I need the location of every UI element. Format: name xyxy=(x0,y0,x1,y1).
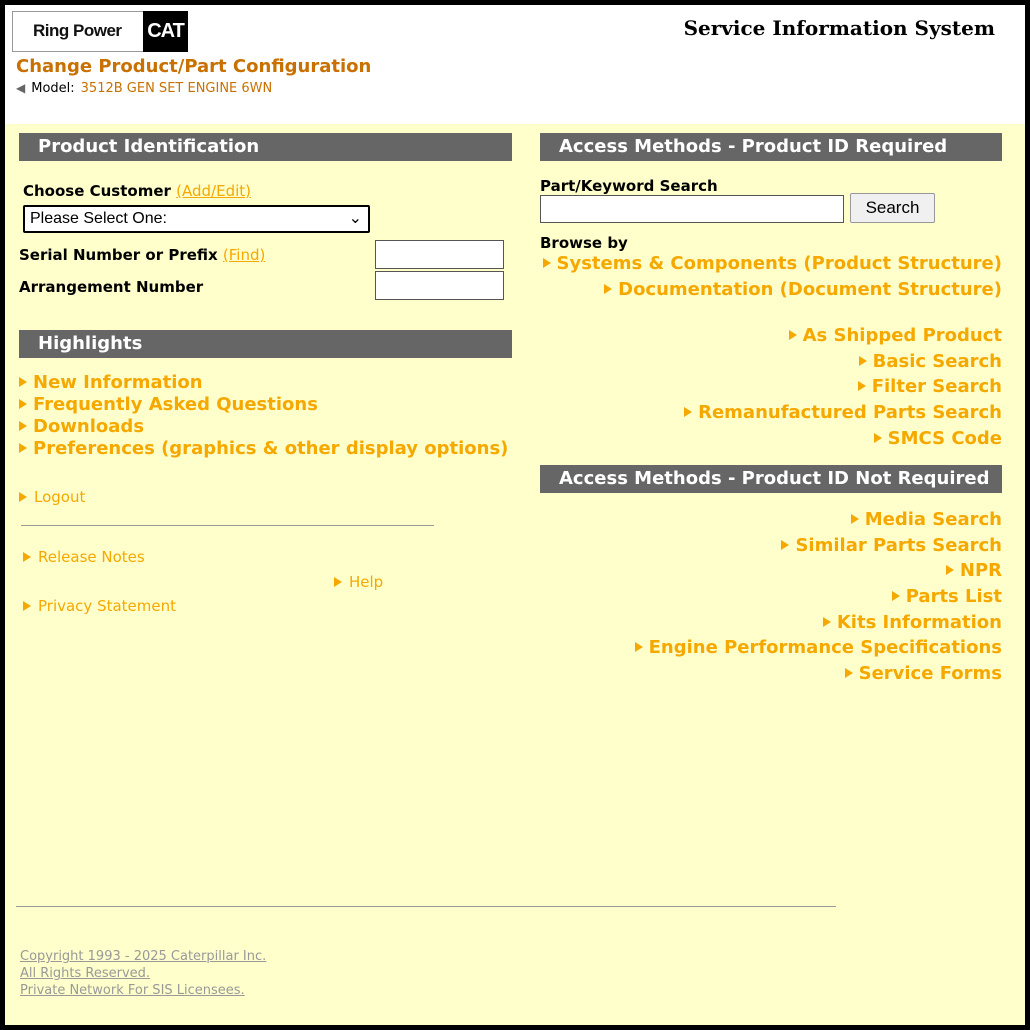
choose-customer-text: Choose Customer xyxy=(23,182,171,200)
arrow-right-icon xyxy=(946,565,954,575)
serial-number-text: Serial Number or Prefix xyxy=(19,246,218,264)
kits-information-link[interactable] xyxy=(823,612,1002,634)
arrow-right-icon xyxy=(823,617,831,627)
access-id-required-header: Access Methods - Product ID Required xyxy=(540,133,1002,161)
find-serial-link[interactable]: (Find) xyxy=(222,246,266,264)
documentation-link[interactable] xyxy=(604,279,1002,301)
documentation-text: Documentation (Document Structure) xyxy=(618,279,1002,300)
faq-link[interactable] xyxy=(19,394,318,416)
arrangement-number-input[interactable] xyxy=(375,271,504,300)
arrow-right-icon xyxy=(781,540,789,550)
system-title: Service Information System xyxy=(683,16,995,40)
systems-components-text: Systems & Components (Product Structure) xyxy=(556,253,1002,274)
arrow-right-icon xyxy=(684,407,692,417)
cat-logo-icon: CAT xyxy=(143,11,188,52)
arrow-right-icon xyxy=(23,601,31,611)
engine-performance-specs-text: Engine Performance Specifications xyxy=(648,637,1002,658)
sis-page xyxy=(5,5,1025,1025)
customer-select-value: Please Select One: xyxy=(30,210,167,227)
arrow-right-icon xyxy=(19,421,27,431)
arrow-right-icon xyxy=(892,591,900,601)
release-notes-link[interactable] xyxy=(23,548,145,566)
arrow-right-icon xyxy=(789,330,797,340)
parts-list-text: Parts List xyxy=(905,586,1002,607)
serial-number-label xyxy=(19,246,265,264)
help-text: Help xyxy=(349,573,384,591)
systems-components-link[interactable] xyxy=(543,253,1003,275)
filter-search-link[interactable] xyxy=(858,376,1002,398)
search-button[interactable]: Search xyxy=(850,193,935,223)
model-row xyxy=(16,81,272,96)
preferences-text: Preferences (graphics & other display options) xyxy=(33,438,509,459)
footer-divider xyxy=(16,906,836,907)
privacy-statement-text: Privacy Statement xyxy=(38,597,177,615)
npr-link[interactable] xyxy=(946,560,1002,582)
arrow-right-icon xyxy=(845,668,853,678)
arrow-right-icon xyxy=(858,381,866,391)
arrow-right-icon xyxy=(19,377,27,387)
customer-select[interactable] xyxy=(23,205,370,233)
help-link[interactable] xyxy=(334,573,383,591)
part-keyword-search-input[interactable] xyxy=(540,195,844,223)
arrow-right-icon xyxy=(19,443,27,453)
media-search-text: Media Search xyxy=(864,509,1002,530)
engine-performance-specs-link[interactable] xyxy=(635,637,1002,659)
access-id-not-required-header: Access Methods - Product ID Not Required xyxy=(540,465,1002,493)
arrow-right-icon xyxy=(851,514,859,524)
arrow-right-icon xyxy=(859,356,867,366)
smcs-code-text: SMCS Code xyxy=(887,428,1002,449)
new-information-text: New Information xyxy=(33,372,203,393)
arrow-right-icon xyxy=(874,433,882,443)
header xyxy=(5,5,1025,124)
new-information-link[interactable] xyxy=(19,372,203,394)
copyright-link[interactable]: Copyright 1993 - 2025 Caterpillar Inc. xyxy=(20,949,267,964)
highlights-header: Highlights xyxy=(19,330,512,358)
add-edit-customer-link[interactable]: (Add/Edit) xyxy=(176,182,252,200)
preferences-link[interactable] xyxy=(19,438,508,460)
arrangement-number-label: Arrangement Number xyxy=(19,278,204,296)
parts-list-link[interactable] xyxy=(892,586,1002,608)
logout-link[interactable] xyxy=(19,488,85,506)
smcs-code-link[interactable] xyxy=(874,428,1002,450)
privacy-statement-link[interactable] xyxy=(23,597,176,615)
model-value: 3512B GEN SET ENGINE 6WN xyxy=(80,81,273,96)
arrow-right-icon xyxy=(19,399,27,409)
as-shipped-product-link[interactable] xyxy=(789,325,1002,347)
arrow-right-icon xyxy=(23,552,31,562)
chevron-down-icon: ⌄ xyxy=(348,210,362,227)
logo-company-text: Ring Power xyxy=(33,21,122,40)
service-forms-link[interactable] xyxy=(845,663,1002,685)
serial-number-input[interactable] xyxy=(375,240,504,269)
media-search-link[interactable] xyxy=(851,509,1002,531)
similar-parts-search-text: Similar Parts Search xyxy=(795,535,1002,556)
reman-parts-search-text: Remanufactured Parts Search xyxy=(698,402,1002,423)
basic-search-text: Basic Search xyxy=(872,351,1002,372)
reman-parts-search-link[interactable] xyxy=(684,402,1002,424)
filter-search-text: Filter Search xyxy=(871,376,1002,397)
arrow-right-icon xyxy=(19,492,27,502)
browse-by-label: Browse by xyxy=(540,234,628,252)
service-forms-text: Service Forms xyxy=(858,663,1002,684)
similar-parts-search-link[interactable] xyxy=(781,535,1002,557)
page-title: Change Product/Part Configuration xyxy=(16,56,372,77)
downloads-text: Downloads xyxy=(33,416,145,437)
choose-customer-label xyxy=(23,182,251,200)
arrow-right-icon xyxy=(543,258,551,268)
arrow-right-icon xyxy=(635,642,643,652)
rights-reserved-link[interactable]: All Rights Reserved. xyxy=(20,966,151,981)
downloads-link[interactable] xyxy=(19,416,144,438)
ring-power-cat-logo xyxy=(12,11,188,52)
model-label: Model: xyxy=(31,81,75,96)
private-network-link[interactable]: Private Network For SIS Licensees. xyxy=(20,983,245,998)
as-shipped-product-text: As Shipped Product xyxy=(802,325,1002,346)
faq-text: Frequently Asked Questions xyxy=(33,394,318,415)
logout-text: Logout xyxy=(34,488,86,506)
back-arrow-icon[interactable]: ◀ xyxy=(16,81,26,95)
product-identification-header: Product Identification xyxy=(19,133,512,161)
divider xyxy=(21,525,434,526)
basic-search-link[interactable] xyxy=(859,351,1002,373)
release-notes-text: Release Notes xyxy=(38,548,145,566)
kits-information-text: Kits Information xyxy=(836,612,1002,633)
arrow-right-icon xyxy=(604,284,612,294)
part-keyword-search-label: Part/Keyword Search xyxy=(540,177,718,195)
npr-text: NPR xyxy=(959,560,1002,581)
arrow-right-icon xyxy=(334,577,342,587)
